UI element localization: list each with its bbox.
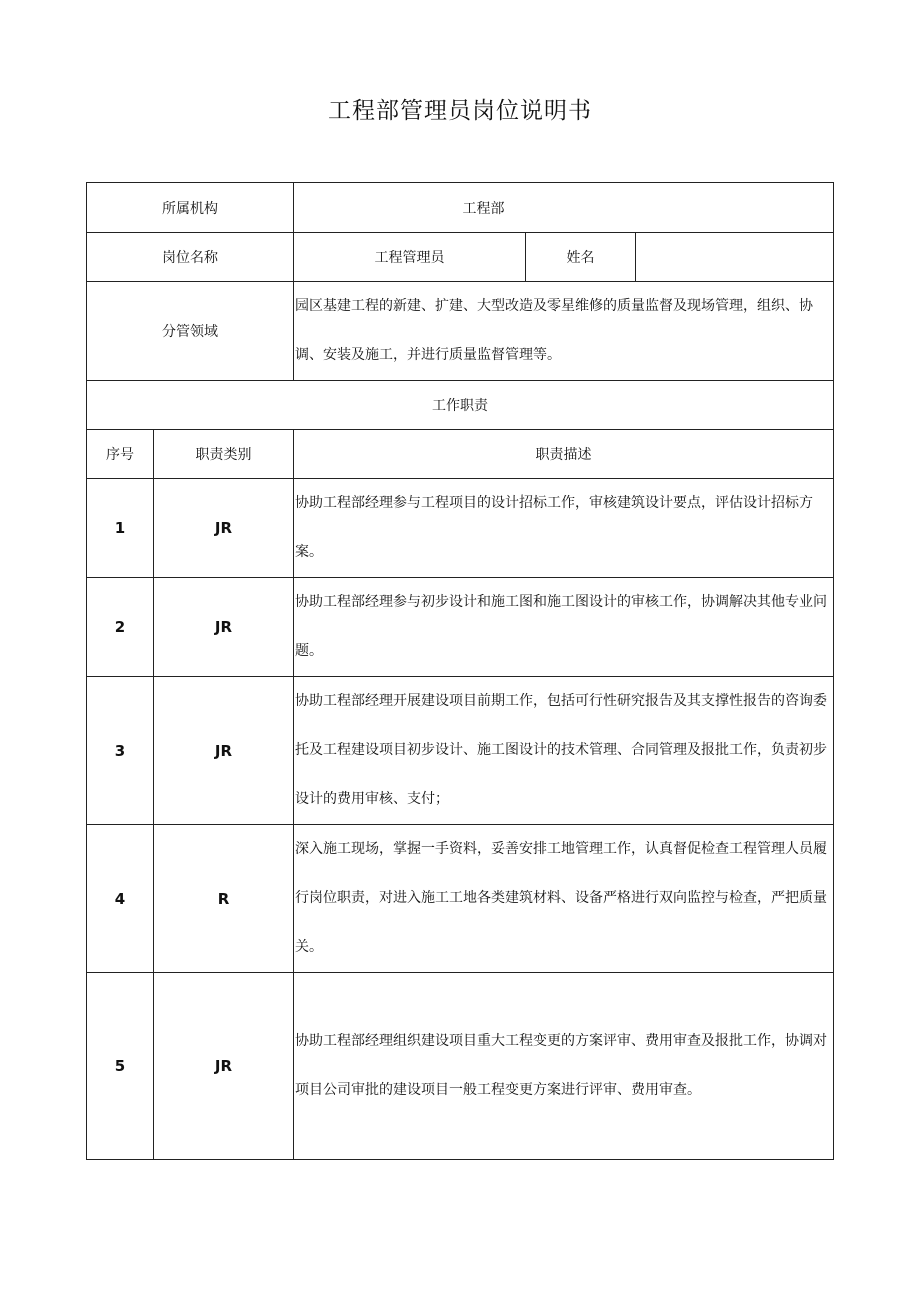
table-row bbox=[87, 677, 834, 825]
org-label: 所属机构 bbox=[87, 183, 294, 233]
row-index: 3 bbox=[87, 677, 154, 825]
header-category: 职责类别 bbox=[154, 430, 294, 479]
row-index: 4 bbox=[87, 825, 154, 973]
row-description: 协助工程部经理开展建设项目前期工作，包括可行性研究报告及其支撑性报告的咨询委托及工程建设项目初步设计、施工图设计的技术管理、合同管理及报批工作，负责初步设计的费用审核、支付； bbox=[294, 677, 834, 825]
name-value-field[interactable] bbox=[636, 233, 834, 282]
row-description: 协助工程部经理组织建设项目重大工程变更的方案评审、费用审查及报批工作，协调对项目公司审批的建设项目一般工程变更方案进行评审、费用审查。 bbox=[294, 973, 834, 1160]
row-category: JR bbox=[154, 479, 294, 578]
domain-label: 分管领域 bbox=[87, 282, 294, 381]
table-row bbox=[87, 973, 834, 1160]
job-description-table bbox=[86, 182, 834, 1160]
duties-header-row bbox=[87, 430, 834, 479]
table-row bbox=[87, 479, 834, 578]
org-value: 工程部 bbox=[294, 183, 834, 233]
page-title: 工程部管理员岗位说明书 bbox=[328, 98, 592, 124]
name-label: 姓名 bbox=[526, 233, 636, 282]
header-index: 序号 bbox=[87, 430, 154, 479]
row-description: 深入施工现场，掌握一手资料，妥善安排工地管理工作，认真督促检查工程管理人员履行岗位职责，对进入施工工地各类建筑材料、设备严格进行双向监控与检查，严把质量关。 bbox=[294, 825, 834, 973]
row-index: 5 bbox=[87, 973, 154, 1160]
row-category: JR bbox=[154, 578, 294, 677]
header-description: 职责描述 bbox=[294, 430, 834, 479]
table-row bbox=[87, 825, 834, 973]
domain-value: 园区基建工程的新建、扩建、大型改造及零星维修的质量监督及现场管理，组织、协调、安装及施工，并进行质量监督管理等。 bbox=[294, 282, 834, 381]
org-row bbox=[87, 183, 834, 233]
duties-section-title: 工作职责 bbox=[87, 381, 834, 430]
table-row bbox=[87, 578, 834, 677]
position-row bbox=[87, 233, 834, 282]
row-category: R bbox=[154, 825, 294, 973]
row-description: 协助工程部经理参与初步设计和施工图和施工图设计的审核工作，协调解决其他专业问题。 bbox=[294, 578, 834, 677]
position-label: 岗位名称 bbox=[87, 233, 294, 282]
row-index: 1 bbox=[87, 479, 154, 578]
row-category: JR bbox=[154, 677, 294, 825]
row-index: 2 bbox=[87, 578, 154, 677]
duties-section-row bbox=[87, 381, 834, 430]
position-value: 工程管理员 bbox=[294, 233, 526, 282]
row-category: JR bbox=[154, 973, 294, 1160]
domain-row bbox=[87, 282, 834, 381]
row-description: 协助工程部经理参与工程项目的设计招标工作，审核建筑设计要点，评估设计招标方案。 bbox=[294, 479, 834, 578]
